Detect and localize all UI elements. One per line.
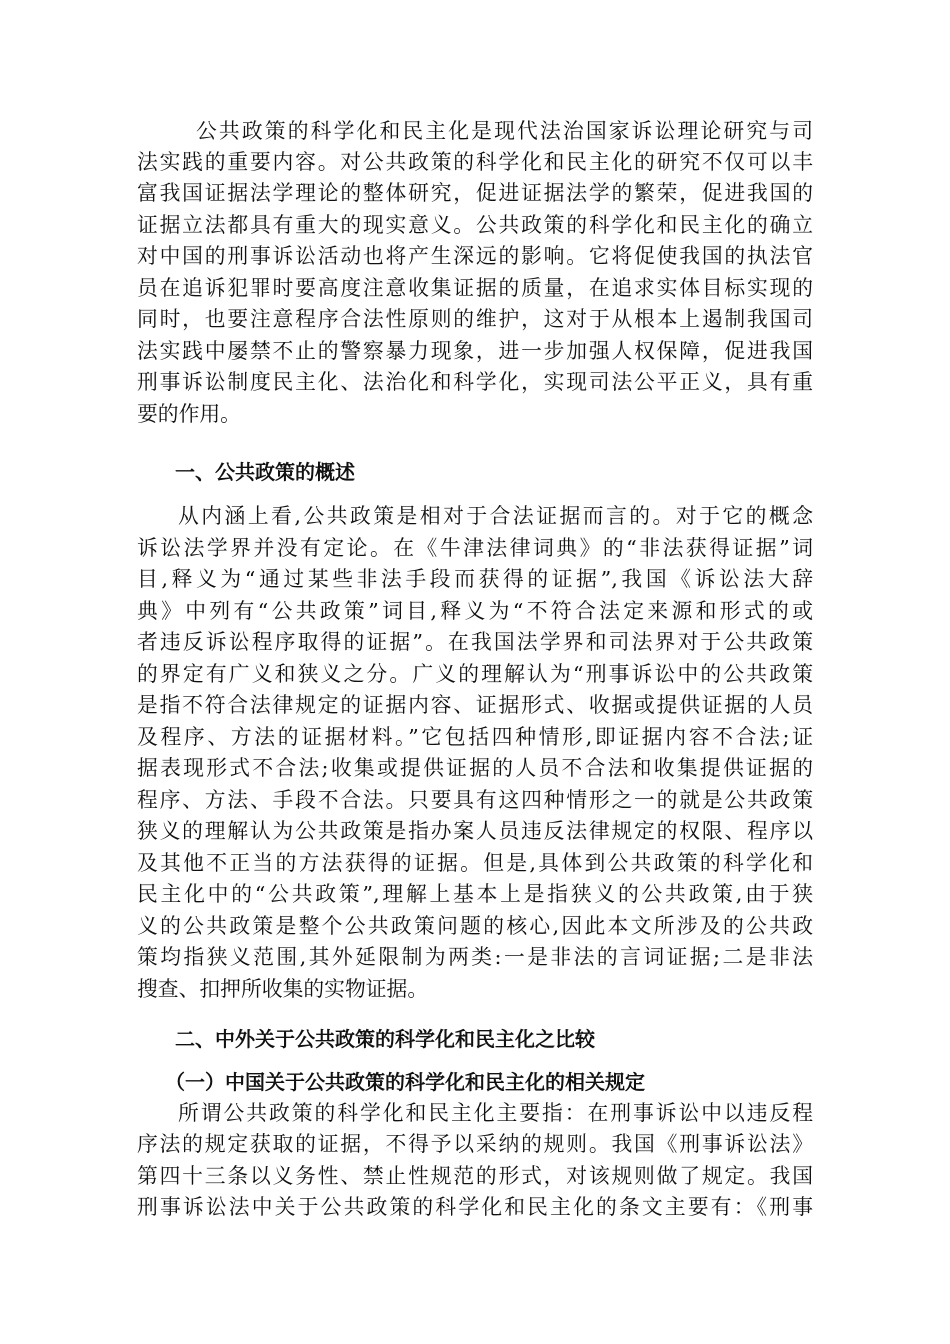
paragraph1-line: 法实践中屡禁不止的警察暴力现象，进一步加强人权保障，促进我国 — [137, 339, 813, 363]
paragraph3-line: 序法的规定获取的证据，不得予以采纳的规则。我国《刑事诉讼法》 — [137, 1132, 813, 1156]
paragraph2-line: 及其他不正当的方法获得的证据。但是,具体到公共政策的科学化和 — [137, 851, 813, 875]
paragraph1-line: 要的作用。 — [137, 402, 241, 426]
paragraph2-line: 从内涵上看,公共政策是相对于合法证据而言的。对于它的概念 — [178, 504, 813, 528]
paragraph1-line: 法实践的重要内容。对公共政策的科学化和民主化的研究不仅可以丰 — [137, 150, 813, 174]
paragraph2-line: 狭义的理解认为公共政策是指办案人员违反法律规定的权限、程序以 — [137, 819, 813, 843]
paragraph2-line: 程序、方法、手段不合法。只要具有这四种情形之一的就是公共政策 — [137, 788, 813, 812]
paragraph1-line: 刑事诉讼制度民主化、法治化和科学化，实现司法公平正义，具有重 — [137, 370, 813, 394]
paragraph2-line: 典》中列有“公共政策”词目,释义为“不符合法定来源和形式的或 — [137, 599, 813, 623]
paragraph2-line: 据表现形式不合法;收集或提供证据的人员不合法和收集提供证据的 — [137, 756, 813, 780]
subsection-heading: （一）中国关于公共政策的科学化和民主化的相关规定 — [165, 1070, 645, 1094]
paragraph2-line: 民主化中的“公共政策”,理解上基本上是指狭义的公共政策,由于狭 — [137, 882, 813, 906]
paragraph3-line: 刑事诉讼法中关于公共政策的科学化和民主化的条文主要有：《刑事 — [137, 1195, 813, 1219]
paragraph2-line: 目,释义为“通过某些非法手段而获得的证据”,我国《诉讼法大辞 — [137, 567, 813, 591]
section-heading-1: 一、公共政策的概述 — [175, 460, 355, 484]
paragraph1-line: 同时，也要注意程序合法性原则的维护，这对于从根本上遏制我国司 — [137, 307, 813, 331]
paragraph2-line: 搜查、扣押所收集的实物证据。 — [137, 977, 429, 1001]
paragraph3-line: 第四十三条以义务性、禁止性规范的形式，对该规则做了规定。我国 — [137, 1164, 813, 1188]
paragraph1-line: 证据立法都具有重大的现实意义。公共政策的科学化和民主化的确立 — [137, 213, 813, 237]
paragraph2-line: 是指不符合法律规定的证据内容、证据形式、收据或提供证据的人员 — [137, 693, 813, 717]
paragraph2-line: 策均指狭义范围,其外延限制为两类:一是非法的言词证据;二是非法 — [137, 945, 813, 969]
paragraph2-line: 的界定有广义和狭义之分。广义的理解认为“刑事诉讼中的公共政策 — [137, 662, 813, 686]
paragraph1-line: 对中国的刑事诉讼活动也将产生深远的影响。它将促使我国的执法官 — [137, 244, 813, 268]
paragraph2-line: 义的公共政策是整个公共政策问题的核心,因此本文所涉及的公共政 — [137, 914, 813, 938]
paragraph2-line: 及程序、方法的证据材料。”它包括四种情形,即证据内容不合法;证 — [137, 725, 813, 749]
paragraph3-line: 所谓公共政策的科学化和民主化主要指：在刑事诉讼中以违反程 — [178, 1101, 813, 1125]
paragraph1-line: 富我国证据法学理论的整体研究，促进证据法学的繁荣，促进我国的 — [137, 181, 813, 205]
paragraph1-line: 员在追诉犯罪时要高度注意收集证据的质量，在追求实体目标实现的 — [137, 276, 813, 300]
section-heading-2: 二、中外关于公共政策的科学化和民主化之比较 — [175, 1027, 595, 1051]
paragraph2-line: 诉讼法学界并没有定论。在《牛津法律词典》的“非法获得证据”词 — [137, 536, 813, 560]
paragraph1-line: 公共政策的科学化和民主化是现代法治国家诉讼理论研究与司 — [196, 119, 813, 143]
paragraph2-line: 者违反诉讼程序取得的证据”。在我国法学界和司法界对于公共政策 — [137, 630, 813, 654]
